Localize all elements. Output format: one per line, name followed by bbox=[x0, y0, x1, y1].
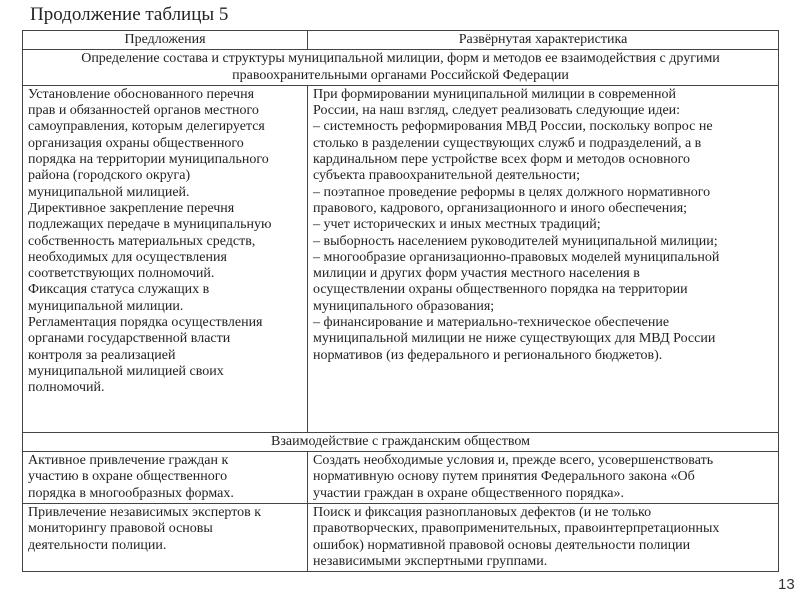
description-line: – поэтапное проведение реформы в целях должного нормативного bbox=[313, 184, 711, 200]
description-line: муниципальной милиции не ниже существующих для МВД России bbox=[313, 331, 716, 347]
proposal-line: организация охраны общественного bbox=[28, 135, 244, 151]
proposals-table bbox=[22, 30, 779, 572]
description-cell bbox=[308, 504, 779, 572]
description-line: нормативов (из федерального и регионального бюджетов). bbox=[313, 347, 663, 363]
proposal-line: Активное привлечение граждан к bbox=[28, 453, 229, 469]
description-line: Создать необходимые условия и, прежде всего, усовершенствовать bbox=[313, 453, 714, 469]
proposal-line: муниципальной милицией своих bbox=[28, 363, 224, 379]
description-line: – многообразие организационно-правовых моделей муниципальной bbox=[313, 249, 720, 265]
description-line: – финансирование и материально-техническое обеспечение bbox=[313, 315, 670, 331]
proposal-line: участию в охране общественного bbox=[28, 469, 228, 485]
table-caption: Продолжение таблицы 5 bbox=[30, 4, 229, 25]
proposal-line: Регламентация порядка осуществления bbox=[28, 315, 263, 331]
proposal-line: района (городского округа) bbox=[28, 168, 191, 184]
description-line: независимыми экспертными группами. bbox=[313, 553, 548, 569]
description-line: нормативную основу путем принятия Федерального закона «Об bbox=[313, 469, 695, 485]
table-row bbox=[23, 504, 779, 572]
proposal-line: прав и обязанностей органов местного bbox=[28, 103, 259, 119]
section-heading-row bbox=[23, 432, 779, 451]
description-line: – выборность населением руководителей муниципальной милиции; bbox=[313, 233, 718, 249]
section-heading bbox=[23, 432, 779, 451]
proposal-line: муниципальной милицией. bbox=[28, 184, 190, 200]
table-row bbox=[23, 452, 779, 504]
column-header: Предложения bbox=[23, 31, 308, 50]
description-line: ошибок) нормативной правовой основы деятельности полиции bbox=[313, 537, 691, 553]
column-header: Развёрнутая характеристика bbox=[308, 31, 779, 50]
description-line: милиции и других форм участия местного населения в bbox=[313, 266, 640, 282]
page-number: 13 bbox=[778, 576, 795, 593]
description-line: участии граждан в охране общественного порядка». bbox=[313, 485, 624, 501]
proposal-line: порядка на территории муниципального bbox=[28, 152, 269, 168]
section-heading-line: Определение состава и структуры муниципальной милиции, форм и методов ее взаимодействия с другими bbox=[81, 51, 720, 67]
description-line: осуществлении охраны общественного порядка на территории bbox=[313, 282, 688, 298]
proposal-cell bbox=[23, 85, 308, 432]
proposal-cell bbox=[23, 452, 308, 504]
proposal-line: необходимых для осуществления bbox=[28, 249, 227, 265]
description-cell bbox=[308, 452, 779, 504]
proposal-line: Привлечение независимых экспертов к bbox=[28, 505, 262, 521]
proposal-line: контроля за реализацией bbox=[28, 347, 176, 363]
proposal-line: соответствующих полномочий. bbox=[28, 266, 215, 282]
description-line: Поиск и фиксация разноплановых дефектов (и не только bbox=[313, 505, 652, 521]
section-heading bbox=[23, 50, 779, 86]
description-line: – системность реформирования МВД России, поскольку вопрос не bbox=[313, 119, 713, 135]
proposal-cell bbox=[23, 504, 308, 572]
description-line: столько в разделении существующих служб и подразделений, а в bbox=[313, 135, 702, 151]
proposal-line: порядка в многообразных формах. bbox=[28, 485, 234, 501]
header-row bbox=[23, 31, 779, 50]
table-row bbox=[23, 85, 779, 432]
proposal-line: самоуправления, которым делегируется bbox=[28, 119, 265, 135]
description-line: муниципального образования; bbox=[313, 298, 495, 314]
description-line: При формировании муниципальной милиции в современной bbox=[313, 86, 676, 102]
description-line: субъекта правоохранительной деятельности; bbox=[313, 168, 580, 184]
proposal-line: Установление обоснованного перечня bbox=[28, 86, 255, 102]
proposal-line: собственность материальных средств, bbox=[28, 233, 256, 249]
description-line: правового, кадрового, организационного и иного обеспечения; bbox=[313, 200, 688, 216]
section-heading-row bbox=[23, 50, 779, 86]
description-line: России, на наш взгляд, следует реализовать следующие идеи: bbox=[313, 103, 681, 119]
description-cell bbox=[308, 85, 779, 432]
proposal-line: органами государственной власти bbox=[28, 331, 231, 347]
proposal-line: Директивное закрепление перечня bbox=[28, 200, 235, 216]
description-line: кардинальном пере устройстве всех форм и методов основного bbox=[313, 152, 691, 168]
proposal-line: подлежащих передаче в муниципальную bbox=[28, 217, 272, 233]
proposal-line: муниципальной милиции. bbox=[28, 298, 184, 314]
description-line: – учет исторических и иных местных традиций; bbox=[313, 217, 601, 233]
proposal-line: мониторингу правовой основы bbox=[28, 521, 213, 537]
section-heading-line: правоохранительными органами Российской Федерации bbox=[232, 67, 569, 83]
description-line: правотворческих, правоприменительных, правоинтерпретационных bbox=[313, 521, 720, 537]
proposal-line: деятельности полиции. bbox=[28, 537, 167, 553]
proposal-line: Фиксация статуса служащих в bbox=[28, 282, 210, 298]
section-heading-line: Взаимодействие с гражданским обществом bbox=[271, 433, 530, 449]
proposal-line: полномочий. bbox=[28, 380, 105, 396]
